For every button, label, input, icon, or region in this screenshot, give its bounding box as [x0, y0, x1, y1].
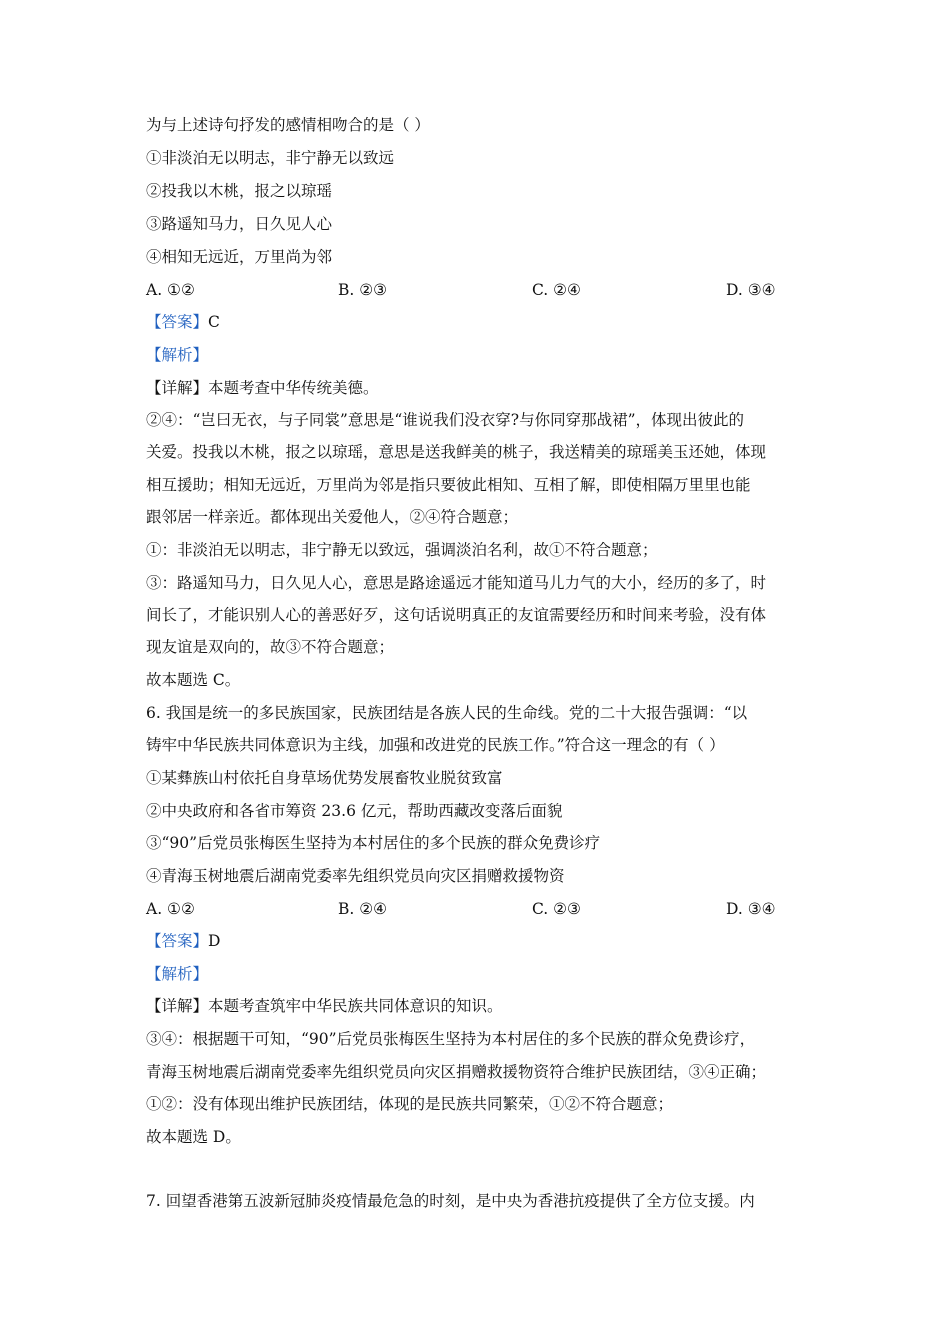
q5-option-a: A. ①②: [146, 281, 195, 299]
detail-tag: 【详解】: [146, 379, 209, 397]
q5-statement-4: ④相知无远近，万里尚为邻: [146, 248, 333, 266]
q5-detail-line: ①：非淡泊无以明志，非宁静无以致远，强调淡泊名利，故①不符合题意；: [146, 541, 658, 559]
q5-options: [146, 279, 826, 301]
q5-detail-line: [146, 377, 379, 399]
answer-tag: 【答案】: [146, 932, 209, 950]
q5-detail-line: 相互援助；相知无远近，万里尚为邻是指只要彼此相知、互相了解，即使相隔万里里也能: [146, 476, 751, 494]
q5-detail-line: 现友谊是双向的，故③不符合题意；: [146, 638, 395, 656]
q5-statement-3: ③路遥知马力，日久见人心: [146, 215, 333, 233]
q5-option-b: B. ②③: [338, 281, 388, 299]
q5-detail-line: ②④：“岂曰无衣，与子同裳”意思是“谁说我们没衣穿?与你同穿那战裙”，体现出彼此的: [146, 411, 745, 429]
q5-answer: [146, 311, 220, 333]
answer-value: D: [208, 932, 221, 950]
q5-statement-1: ①非淡泊无以明志，非宁静无以致远: [146, 149, 395, 167]
q5-detail-line: 故本题选 C。: [146, 671, 241, 689]
q6-detail-line: 青海玉树地震后湖南党委率先组织党员向灾区捐赠救援物资符合维护民族团结，③④正确；: [146, 1063, 767, 1081]
q6-statement-1: ①某彝族山村依托自身草场优势发展畜牧业脱贫致富: [146, 769, 503, 787]
q5-analysis: [146, 344, 208, 366]
q6-answer: [146, 930, 220, 952]
answer-tag: 【答案】: [146, 313, 209, 331]
q6-statement-3: ③“90”后党员张梅医生坚持为本村居住的多个民族的群众免费诊疗: [146, 834, 601, 852]
detail-text: 本题考查筑牢中华民族共同体意识的知识。: [208, 997, 503, 1015]
q6-analysis: [146, 963, 208, 985]
q7-stem: 7. 回望香港第五波新冠肺炎疫情最危急的时刻，是中央为香港抗疫提供了全方位支援。内: [146, 1192, 755, 1210]
q5-option-d: D. ③④: [726, 281, 776, 299]
q6-detail-line: 故本题选 D。: [146, 1128, 241, 1146]
q6-option-b: B. ②④: [338, 900, 388, 918]
q5-detail-line: 关爱。投我以木桃，报之以琼瑶，意思是送我鲜美的桃子，我送精美的琼瑶美玉还她，体现: [146, 443, 767, 461]
analysis-tag: 【解析】: [146, 965, 209, 983]
q6-stem: 铸牢中华民族共同体意识为主线，加强和改进党的民族工作。”符合这一理念的有（ ）: [146, 736, 725, 754]
detail-text: 本题考查中华传统美德。: [208, 379, 379, 397]
q6-option-d: D. ③④: [726, 900, 776, 918]
q6-detail-line: ①②：没有体现出维护民族团结，体现的是民族共同繁荣，①②不符合题意；: [146, 1095, 674, 1113]
q5-detail-line: 间长了，才能识别人心的善恶好歹，这句话说明真正的友谊需要经历和时间来考验，没有体: [146, 606, 767, 624]
q5-detail-line: ③：路遥知马力，日久见人心，意思是路途遥远才能知道马儿力气的大小，经历的多了，时: [146, 574, 767, 592]
q6-detail-line: ③④：根据题干可知，“90”后党员张梅医生坚持为本村居住的多个民族的群众免费诊疗，: [146, 1030, 756, 1048]
q6-option-c: C. ②③: [532, 900, 581, 918]
q5-detail-line: 跟邻居一样亲近。都体现出关爱他人，②④符合题意；: [146, 508, 519, 526]
detail-tag: 【详解】: [146, 997, 209, 1015]
q6-stem: 6. 我国是统一的多民族国家，民族团结是各族人民的生命线。党的二十大报告强调：“以: [146, 704, 748, 722]
answer-value: C: [208, 313, 220, 331]
q6-statement-4: ④青海玉树地震后湖南党委率先组织党员向灾区捐赠救援物资: [146, 867, 565, 885]
analysis-tag: 【解析】: [146, 346, 209, 364]
q5-option-c: C. ②④: [532, 281, 581, 299]
q6-detail-line: [146, 995, 503, 1017]
q5-statement-2: ②投我以木桃，报之以琼瑶: [146, 182, 333, 200]
q6-options: [146, 898, 826, 920]
q6-option-a: A. ①②: [146, 900, 195, 918]
q5-stem: 为与上述诗句抒发的感情相吻合的是（ ）: [146, 116, 430, 134]
q6-statement-2: ②中央政府和各省市筹资 23.6 亿元，帮助西藏改变落后面貌: [146, 802, 563, 820]
